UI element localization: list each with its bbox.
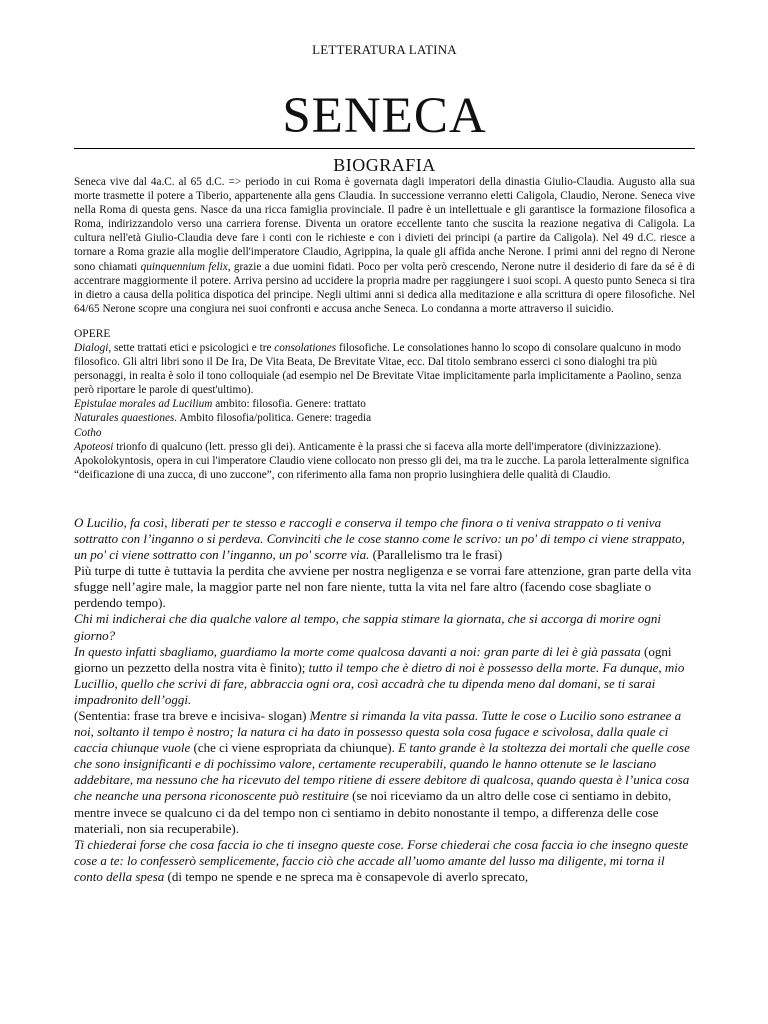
quote-4-italic: In questo infatti sbagliamo, guardiamo la morte come qualcosa davanti a noi: gran parte di lei è già passata (74, 643, 641, 659)
naturales-title: Naturales quaestiones. (74, 412, 178, 425)
consolationes-term: consolationes (274, 341, 337, 354)
apoteosi-title: Apoteosi (74, 440, 114, 453)
naturales-text: Ambito filosofia/politica. Genere: tragedia (177, 412, 372, 425)
quote-1 (74, 515, 695, 563)
dialogi-text-2: filosofiche. Le consolationes hanno lo scopo di consolare qualcuno in modo filosofico. Gli altri libri sono il De Ira, De Vita Beata, De Brevitate Vitae, ecc. Dal titolo sembrano esserci ci sono dialoghi tra più personaggi, in realta è solo il tono colloquiale (ad esempio nel De Brevitate Vitae implicitamente parla implicitamente a Paolino, senza però riportare le parole di quest'ultimo). (74, 341, 682, 397)
opere-heading: OPERE (74, 327, 111, 340)
epistulae-text: ambito: filosofia. Genere: trattato (212, 398, 366, 411)
quotes-section (74, 515, 695, 885)
biografia-paragraph (74, 175, 695, 316)
apoteosi-text: trionfo di qualcuno (lett. presso gli dei). Anticamente è la prassi che si faceva alla morte dell'imperatore (divinizzazione). (113, 440, 662, 453)
quote-1-note: (Parallelismo tra le frasi) (369, 547, 503, 563)
quote-4-note: (ogni giorno un pezzetto della nostra vita è finito); (74, 643, 672, 675)
quote-6 (74, 837, 695, 885)
cotho-entry (74, 426, 695, 440)
quote-5-note: (Sententia: frase tra breve e incisiva- slogan) (74, 708, 310, 723)
quote-5 (74, 708, 695, 837)
epistulae-entry (74, 397, 695, 411)
apokolokyntosis-entry: Apokolokyntosis, opera in cui l'imperatore Claudio viene collocato non presso gli dei, ma tra le zucche. La parola letteralmente significa “deificazione di una zucca, di uno zuccone”, con riferimento alla fama non proprio lusinghiera delle qualità di Claudio. (74, 454, 689, 481)
epistulae-title: Epistulae morales ad Lucilium (74, 398, 213, 411)
quote-5-italic-2: E tanto grande è la stoltezza dei mortali che quelle cose che sono insignificanti e di pochissimo valore, certamente recuperabili, quando le hanno ottenute se le lasciano addebitare, ma nessuno che ha ricevuto del tempo ritiene di essere debitore di qualcosa, quando questa è l’unica cosa che neanche una persona riconoscente può restituire (74, 740, 690, 804)
page-title: SENECA (282, 88, 487, 144)
bio-italic: quinquennium felix (140, 260, 228, 273)
bio-text: Seneca vive dal 4a.C. al 65 d.C. => periodo in cui Roma è governata dagli imperatori della dinastia Giulio-Claudia. Augusto alla sua morte trasmette il potere a Tiberio, appartenente alla gens Claudia. In successione verranno eletti Caligola, Claudio, Nerone. Seneca vive nella Roma di questa gens. Nasce da una ricca famiglia provinciale. Il padre è un intellettuale e gli garantisce la formazione filosofica a Roma, indirizzandolo verso una carriera forense. Diventa un oratore eccellente tanto che suscita la reazione negativa di Caligola. La cultura nell'età Giulio-Claudia deve fare i conti con le richieste e con i divieti dei principi (a partire da Caligola). Nel 49 d.C. riesce a tornare a Roma grazie alla moglie dell'imperatore Claudio, Agrippina, la quale gli affida anche Nerone. I primi anni del regno di Nerone sono chiamati (74, 176, 695, 273)
quote-2: Più turpe di tutte è tuttavia la perdita che avviene per nostra negligenza e se vorrai fare attenzione, gran parte della vita sfugge nell’agire male, la maggior parte nel non fare niente, tutta la vita nel fare altro (facendo cose sbagliate o perdendo tempo). (74, 563, 692, 611)
quote-1-italic: O Lucilio, fa così, liberati per te stesso e raccogli e conserva il tempo che finora o ti veniva strappato o ti veniva sottratto con l’inganno o si perdeva. Convinciti che le cose stanno come le scrivo: un po' di tempo ci viene strappato, un po' ci viene sottratto con l’inganno, un po' scorre via. (74, 514, 686, 563)
title-divider (74, 148, 695, 149)
dialogi-title: Dialogi (74, 341, 109, 354)
biografia-heading: BIOGRAFIA (333, 155, 436, 175)
quote-5-italic: Mentre si rimanda la vita passa. Tutte le cose o Lucilio sono estranee a noi, soltanto il tempo è nostro; la natura ci ha dato in possesso questa sola cosa fugace e scivolosa, dalla quale ci caccia chiunque vuole (74, 708, 682, 756)
dialogi-entry (74, 341, 695, 397)
dialogi-text-1: , sette trattati etici e psicologici e tre (108, 341, 275, 354)
quote-5-note-3: (se noi riceviamo da un altro delle cose ci sentiamo in debito, mentre invece se qualcuno ci da del tempo non ci sentiamo in debito nonostante il tempo, a differenza delle cose materiali, non sia recuperabile). (74, 788, 672, 836)
quote-5-note-2: (che ci viene espropriata da chiunque). (190, 740, 399, 756)
quote-6-italic: Ti chiederai forse che cosa faccia io che ti insegno queste cose. Forse chiederai che cosa faccia io che insegno queste cose a te: lo confesserò semplicemente, faccio ciò che accade all’uomo amante del lusso ma diligente, mi torna il conto della spesa (74, 836, 689, 884)
quote-3 (74, 611, 695, 643)
naturales-entry (74, 411, 695, 425)
apoteosi-entry (74, 440, 695, 454)
bio-text-2: , grazie a due uomini fidati. Poco per volta però crescendo, Nerone nutre il desiderio di fare da sé è di accentrare maggiormente il potere. Arriva persino ad uccidere la propria madre per raggiungere i suoi scopi. A questo punto Seneca si tira in dietro a causa della politica dispotica del principe. Negli ultimi anni si dedica alla meditazione e alla scrittura di opere filosofiche. Nel 64/65 Nerone scopre una congiura nei suoi confronti e accusa anche Seneca. Lo condanna a morte attraverso il suicidio. (74, 260, 695, 315)
cotho-title: Cotho (74, 426, 102, 439)
quote-4-italic-2: tutto il tempo che è dietro di noi è possesso della morte. Fa dunque, mio Lucillio, quello che scrivi di fare, abbraccia ogni ora, così accadrà che tu dipenda meno dal domani, se ti sarai impadronito dell’oggi. (74, 659, 685, 707)
quote-3-italic: Chi mi indicherai che dia qualche valore al tempo, che sappia stimare la giornata, che si accorga di morire ogni giorno? (74, 611, 661, 643)
quote-6-note: (di tempo ne spende e ne spreca ma è consapevole di averlo sprecato, (164, 868, 529, 884)
document-page (74, 0, 695, 885)
quote-4 (74, 644, 695, 708)
page-header: LETTERATURA LATINA (312, 42, 457, 57)
